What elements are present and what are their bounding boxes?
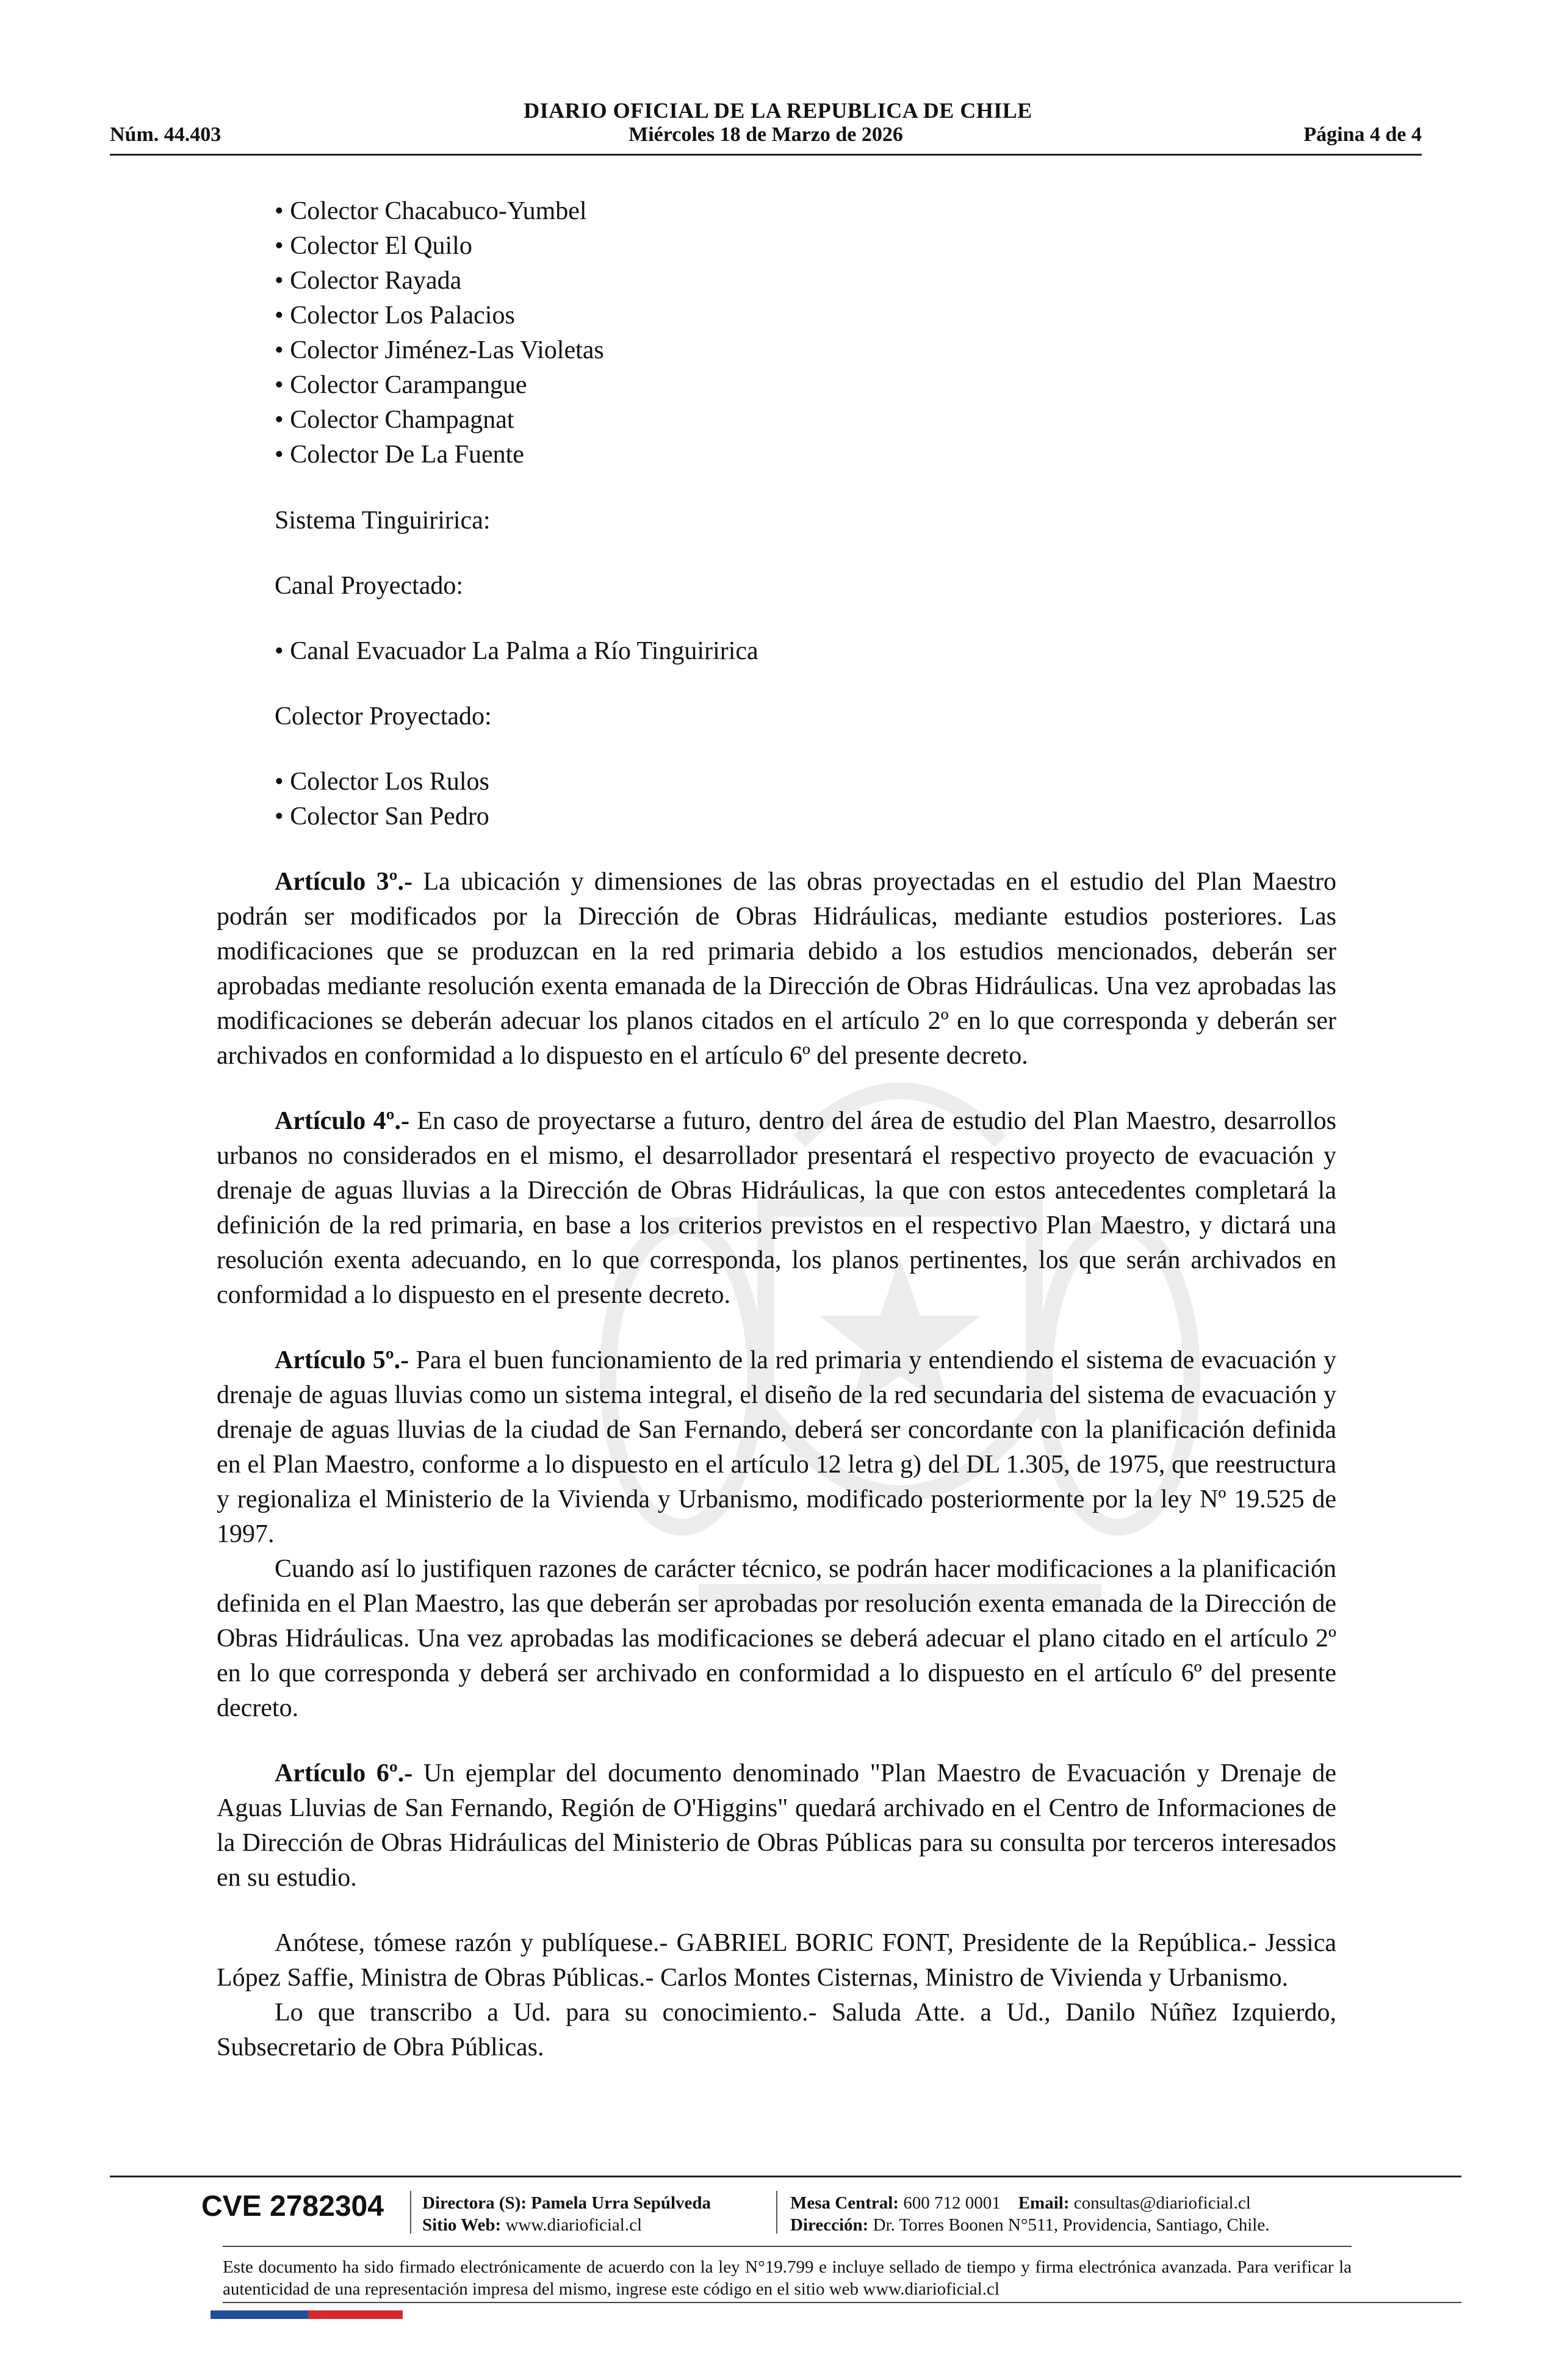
- canal-list: [275, 634, 1336, 669]
- colector-heading: Colector Proyectado:: [275, 702, 492, 730]
- flag-stripe-red: [308, 2310, 403, 2319]
- list-item: • Colector De La Fuente: [275, 441, 524, 469]
- header-row: [110, 123, 1422, 151]
- list-item: • Colector San Pedro: [275, 802, 489, 831]
- footer-separator: [776, 2191, 777, 2234]
- list-item: • Colector Los Palacios: [275, 301, 515, 330]
- article-3-title: Artículo 3º.-: [275, 868, 412, 896]
- footer-divider-bottom: [223, 2302, 1461, 2303]
- address-label: Dirección:: [790, 2215, 869, 2235]
- article-5-title: Artículo 5º.-: [275, 1346, 409, 1374]
- phone-label: Mesa Central:: [790, 2193, 899, 2213]
- list-item: • Canal Evacuador La Palma a Río Tinguiririca: [275, 637, 758, 665]
- article-5: [217, 1343, 1336, 1726]
- web-link[interactable]: www.diarioficial.cl: [501, 2215, 643, 2235]
- article-4-title: Artículo 4º.-: [275, 1107, 409, 1135]
- footer-separator: [410, 2191, 411, 2234]
- issue-number: Núm. 44.403: [110, 123, 222, 146]
- page-indicator: Página 4 de 4: [1303, 123, 1422, 146]
- footer-divider-top: [110, 2176, 1461, 2177]
- closing-transcription: Lo que transcribo a Ud. para su conocimiento.- Saluda Atte. a Ud., Danilo Núñez Izquierdo, Subsecretario de Obra Públicas.: [217, 1999, 1336, 2061]
- list-item: • Colector El Quilo: [275, 232, 472, 260]
- closing-signatures: Anótese, tómese razón y publíquese.- GABRIEL BORIC FONT, Presidente de la República.- Jessica López Saffie, Ministra de Obras Públicas.- Carlos Montes Cisternas, Ministro de Vivienda y Urbanismo.: [217, 1929, 1336, 1992]
- email-link[interactable]: consultas@diarioficial.cl: [1069, 2193, 1251, 2213]
- article-4-text: En caso de proyectarse a futuro, dentro del área de estudio del Plan Maestro, desarrollos urbanos no considerados en el mismo, el desarrollador presentará el respectivo proyecto de evacuación y drenaje de aguas lluvias a la Dirección de Obras Hidráulicas, la que con estos antecedentes completará la definición de la red primaria, en base a los criterios previstos en el respectivo Plan Maestro, y dictará una resolución exenta adecuando, en lo que corresponda, los planos pertinentes, los que serán archivados en conformidad a lo dispuesto en el presente decreto.: [217, 1107, 1336, 1309]
- list-item: • Colector Chacabuco-Yumbel: [275, 197, 587, 225]
- header-divider: [110, 154, 1422, 156]
- list-item: • Colector Carampangue: [275, 371, 527, 399]
- article-6: [217, 1756, 1336, 1895]
- list-item: • Colector Champagnat: [275, 406, 514, 434]
- document-body: [217, 194, 1336, 2065]
- article-5-paragraph-2: Cuando así lo justifiquen razones de carácter técnico, se podrán hacer modificaciones a la planificación definida en el Plan Maestro, las que deberán ser aprobadas por resolución exenta emanada de la Dirección de Obras Hidráulicas. Una vez aprobadas las modificaciones se deberá adecuar el plano citado en el artículo 2º en lo que corresponda y deberá ser archivado en conformidad a lo dispuesto en el artículo 6º del presente decreto.: [217, 1555, 1336, 1722]
- issue-date: Miércoles 18 de Marzo de 2026: [629, 123, 903, 146]
- footer-contact: [790, 2192, 1269, 2236]
- article-4: [217, 1104, 1336, 1313]
- sistema-heading: Sistema Tinguiririca:: [275, 507, 491, 535]
- article-6-text: Un ejemplar del documento denominado "Plan Maestro de Evacuación y Drenaje de Aguas Lluvias de San Fernando, Región de O'Higgins" quedará archivado en el Centro de Informaciones de la Dirección de Obras Hidráulicas del Ministerio de Obras Públicas para su consulta por terceros interesados en su estudio.: [217, 1759, 1336, 1892]
- email-label: Email:: [1018, 2193, 1070, 2213]
- article-3: [217, 865, 1336, 1073]
- closing-block: [217, 1926, 1336, 2065]
- canal-heading: Canal Proyectado:: [275, 572, 464, 600]
- address-value: Dr. Torres Boonen N°511, Providencia, Santiago, Chile.: [868, 2215, 1270, 2235]
- article-6-title: Artículo 6º.-: [275, 1759, 413, 1787]
- electronic-signature-note: Este documento ha sido firmado electrónicamente de acuerdo con la ley N°19.799 e incluye sellado de tiempo y firma electrónica avanzada. Para verificar la autenticidad de una representación impresa del mismo, ingrese este código en el sitio web www.diarioficial.cl: [223, 2257, 1352, 2299]
- newspaper-title: DIARIO OFICIAL DE LA REPUBLICA DE CHILE: [524, 98, 1032, 123]
- footer-divider-middle: [223, 2246, 1352, 2247]
- article-5-text: Para el buen funcionamiento de la red primaria y entendiendo el sistema de evacuación y drenaje de aguas lluvias como un sistema integral, el diseño de la red secundaria del sistema de evacuación y drenaje de aguas lluvias de la ciudad de San Fernando, deberá ser concordante con la planificación definida en el Plan Maestro, conforme a lo dispuesto en el artículo 12 letra g) del DL 1.305, de 1975, que reestructura y regionaliza el Ministerio de la Vivienda y Urbanismo, modificado posteriormente por la ley Nº 19.525 de 1997.: [217, 1346, 1336, 1548]
- footer-directora: [422, 2192, 711, 2236]
- flag-stripe-blue: [211, 2310, 308, 2319]
- cve-code: CVE 2782304: [201, 2190, 384, 2223]
- phone-value: 600 712 0001: [898, 2193, 1001, 2213]
- list-item: • Colector Rayada: [275, 267, 462, 295]
- article-3-text: La ubicación y dimensiones de las obras proyectadas en el estudio del Plan Maestro podrán ser modificados por la Dirección de Obras Hidráulicas, mediante estudios posteriores. Las modificaciones que se produzcan en la red primaria debido a los estudios mencionados, deberán ser aprobadas mediante resolución exenta emanada de la Dirección de Obras Hidráulicas. Una vez aprobadas las modificaciones se deberán adecuar los planos citados en el artículo 2º en lo que corresponda y deberán ser archivados en conformidad a lo dispuesto en el artículo 6º del presente decreto.: [217, 868, 1336, 1070]
- directora-label: Directora (S): Pamela Urra Sepúlveda: [422, 2193, 711, 2213]
- web-label: Sitio Web:: [422, 2215, 502, 2235]
- colector-list: [275, 194, 1336, 472]
- colector-proyectado-list: [275, 765, 1336, 834]
- list-item: • Colector Jiménez-Las Violetas: [275, 336, 604, 364]
- list-item: • Colector Los Rulos: [275, 768, 489, 796]
